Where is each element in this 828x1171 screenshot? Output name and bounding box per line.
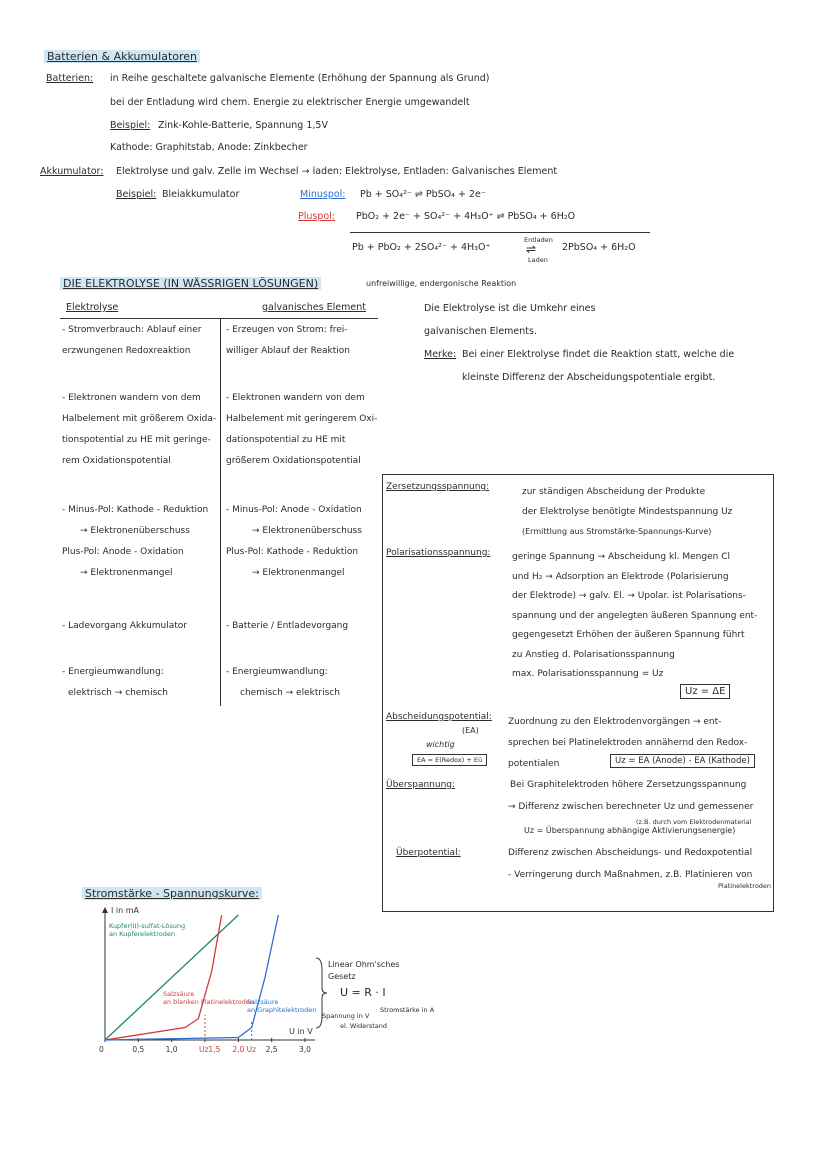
legend-kupfer: Kupfer(II)-sulfat-Lösung (109, 922, 186, 930)
x-tick-label: 0,5 (132, 1045, 145, 1054)
x-tick-label: 1,0 (165, 1045, 178, 1054)
annotation-line2: Gesetz (328, 972, 356, 981)
x-tick-label: 3,0 (299, 1045, 311, 1054)
x-tick-label: 2,5 (265, 1045, 278, 1054)
table-divider (220, 318, 221, 706)
ueberspannung-line3: (z.B. durch vom Elektrodenmaterial (636, 818, 752, 826)
legend-salzsaeure-platin: Salzsäure (163, 990, 195, 998)
page-title: Batterien & Akkumulatoren (44, 50, 200, 63)
annotation-spannung: Spannung in V (322, 1012, 370, 1020)
ueberspannung-line1: Bei Graphitelektroden höhere Zersetzungsspannung (510, 780, 747, 790)
table-cell: - Energieumwandlung: elektrisch → chemisch (62, 667, 168, 698)
table-cell: - Batterie / Entladevorgang (226, 621, 349, 631)
elektrolyse-note: unfreiwillige, endergonische Reaktion (366, 279, 517, 288)
y-axis-arrow (102, 907, 108, 913)
merke-label: Merke: (424, 349, 457, 360)
uz-formula-box: Uz = EA (Anode) - EA (Kathode) (610, 754, 755, 768)
batterien-line1: in Reihe geschaltete galvanische Elemente (Erhöhung der Spannung als Grund) (110, 73, 490, 84)
ueberpotential-line1: Differenz zwischen Abscheidungs- und Redoxpotential (508, 848, 753, 858)
x-tick-label: Uz1,5 (199, 1045, 221, 1054)
umkehr-line1: Die Elektrolyse ist die Umkehr eines (424, 303, 596, 314)
table-cell: - Minus-Pol: Kathode - Reduktion → Elektronenüberschuss Plus-Pol: Anode - Oxidation → Elektronenmangel (62, 505, 209, 578)
batterien-line2: bei der Entladung wird chem. Energie zu elektrischer Energie umgewandelt (110, 97, 470, 108)
equilibrium-arrow: ⇌ (526, 242, 537, 256)
elektrolyse-heading: DIE ELEKTROLYSE (IN WÄSSRIGEN LÖSUNGEN) (60, 277, 321, 290)
beispiel-label: Beispiel: (110, 120, 151, 131)
ohm-formula: U = R · I (340, 986, 386, 999)
akku-beispiel-label: Beispiel: (116, 189, 157, 200)
table-cell: - Ladevorgang Akkumulator (62, 621, 187, 631)
akkumulator-line1: Elektrolyse und galv. Zelle im Wechsel → laden: Elektrolyse, Entladen: Galvanisches Element (116, 166, 558, 177)
table-cell: - Elektronen wandern von dem Halbelement mit größerem Oxida- tionspotential zu HE mit geringe- rem Oxidationspotential (62, 393, 217, 466)
current-voltage-chart (90, 900, 490, 1070)
batterien-beispiel: Zink-Kohle-Batterie, Spannung 1,5V (158, 120, 328, 131)
annotation-stromstaerke: Stromstärke in A (380, 1006, 435, 1014)
pluspol-label: Pluspol: (298, 211, 336, 222)
umkehr-line2: galvanischen Elements. (424, 326, 537, 337)
ueberpotential-line2: - Verringerung durch Maßnahmen, z.B. Platinieren von (508, 870, 753, 880)
chart-title: Stromstärke - Spannungskurve: (82, 887, 262, 900)
pluspol-equation: PbO₂ + 2e⁻ + SO₄²⁻ + 4H₃O⁺ ⇌ PbSO₄ + 6H₂O (356, 211, 576, 222)
merke-line1: Bei einer Elektrolyse findet die Reaktion statt, welche die (462, 349, 735, 360)
wichtig-label: wichtig (426, 740, 455, 749)
table-cell: - Erzeugen von Strom: frei- williger Ablauf der Reaktion (226, 325, 350, 356)
sum-line (350, 232, 650, 233)
annotation-line1: Linear Ohm'sches (328, 960, 400, 969)
legend-salzsaeure-platin-2: an blanken Platinelektroden (163, 998, 254, 1006)
abscheidung-label: Abscheidungspotential: (386, 712, 492, 722)
batterien-label: Batterien: (46, 73, 94, 84)
x-tick-label: 2,0 Uz (232, 1045, 257, 1054)
annotation-widerstand: el. Widerstand (340, 1022, 387, 1030)
legend-salzsaeure-graphit: Salzsäure (247, 998, 279, 1006)
table-cell: - Minus-Pol: Anode - Oxidation → Elektronenüberschuss Plus-Pol: Kathode - Reduktion → Elektronenmangel (226, 505, 362, 578)
col-elektrolyse-header: Elektrolyse (66, 302, 119, 313)
polarisation-label: Polarisationsspannung: (386, 548, 491, 558)
akku-beispiel: Bleiakkumulator (162, 189, 240, 200)
zersetzung-label: Zersetzungsspannung: (386, 482, 490, 492)
minuspol-equation: Pb + SO₄²⁻ ⇌ PbSO₄ + 2e⁻ (360, 189, 486, 200)
gesamt-left: Pb + PbO₂ + 2SO₄²⁻ + 4H₃O⁺ (352, 242, 491, 253)
zersetzung-text: zur ständigen Abscheidung der Produkte der Elektrolyse benötigte Mindestspannung Uz (Ermittlung aus Stromstärke-Spannungs-Kurve) (522, 487, 733, 536)
table-header-line (60, 318, 378, 319)
minuspol-label: Minuspol: (300, 189, 346, 200)
col-galvanisch-header: galvanisches Element (262, 302, 366, 313)
polarisation-text: geringe Spannung → Abscheidung kl. Mengen Cl und H₂ → Adsorption an Elektrode (Polarisierung der Elektrode) → galv. El. → Upolar. ist Polarisations- spannung und der angelegten äußeren Spannung ent- gegengesetzt Erhöhen der äußeren Spannung führt zu Anstieg d. Polarisationsspannung max. Polarisationsspannung = Uz (512, 552, 758, 679)
ueberpotential-line3: Platinelektroden (718, 882, 772, 890)
ueberspannung-label: Überspannung: (386, 780, 456, 790)
table-cell: - Elektronen wandern von dem Halbelement mit geringerem Oxi- dationspotential zu HE mit größerem Oxidationspotential (226, 393, 378, 466)
legend-salzsaeure-graphit-2: an Graphitelektroden (247, 1006, 317, 1014)
ueberspannung-line2: → Differenz zwischen berechneter Uz und gemessener (508, 802, 754, 812)
table-cell: - Stromverbrauch: Ablauf einer erzwungenen Redoxreaktion (62, 325, 202, 356)
merke-line2: kleinste Differenz der Abscheidungspotentiale ergibt. (462, 372, 716, 383)
ueberspannung-line4: Uz = Überspannung abhängige Aktivierungsenergie) (524, 826, 736, 835)
y-axis-label: I in mA (111, 906, 140, 915)
entladen-label: Entladen (524, 236, 553, 244)
x-axis-label: U in V (289, 1027, 313, 1036)
ueberpotential-label: Überpotential: (396, 848, 461, 858)
batterien-elektroden: Kathode: Graphitstab, Anode: Zinkbecher (110, 142, 308, 153)
legend-kupfer-2: an Kupferelektroden (109, 930, 176, 938)
abscheidung-text: Zuordnung zu den Elektrodenvorgängen → ent- sprechen bei Platinelektroden annähernd den Redox- potentialen (508, 717, 748, 769)
x-tick-label: 0 (99, 1045, 104, 1054)
ea-formula-box: EA = E(Redox) + Eü (412, 754, 487, 766)
laden-label: Laden (528, 256, 548, 264)
abscheidung-ea: (EA) (462, 726, 479, 735)
akkumulator-label: Akkumulator: (40, 166, 104, 177)
gesamt-right: 2PbSO₄ + 6H₂O (562, 242, 636, 253)
uz-delta-e-box: Uz = ΔE (680, 684, 730, 699)
table-cell: - Energieumwandlung: chemisch → elektrisch (226, 667, 340, 698)
